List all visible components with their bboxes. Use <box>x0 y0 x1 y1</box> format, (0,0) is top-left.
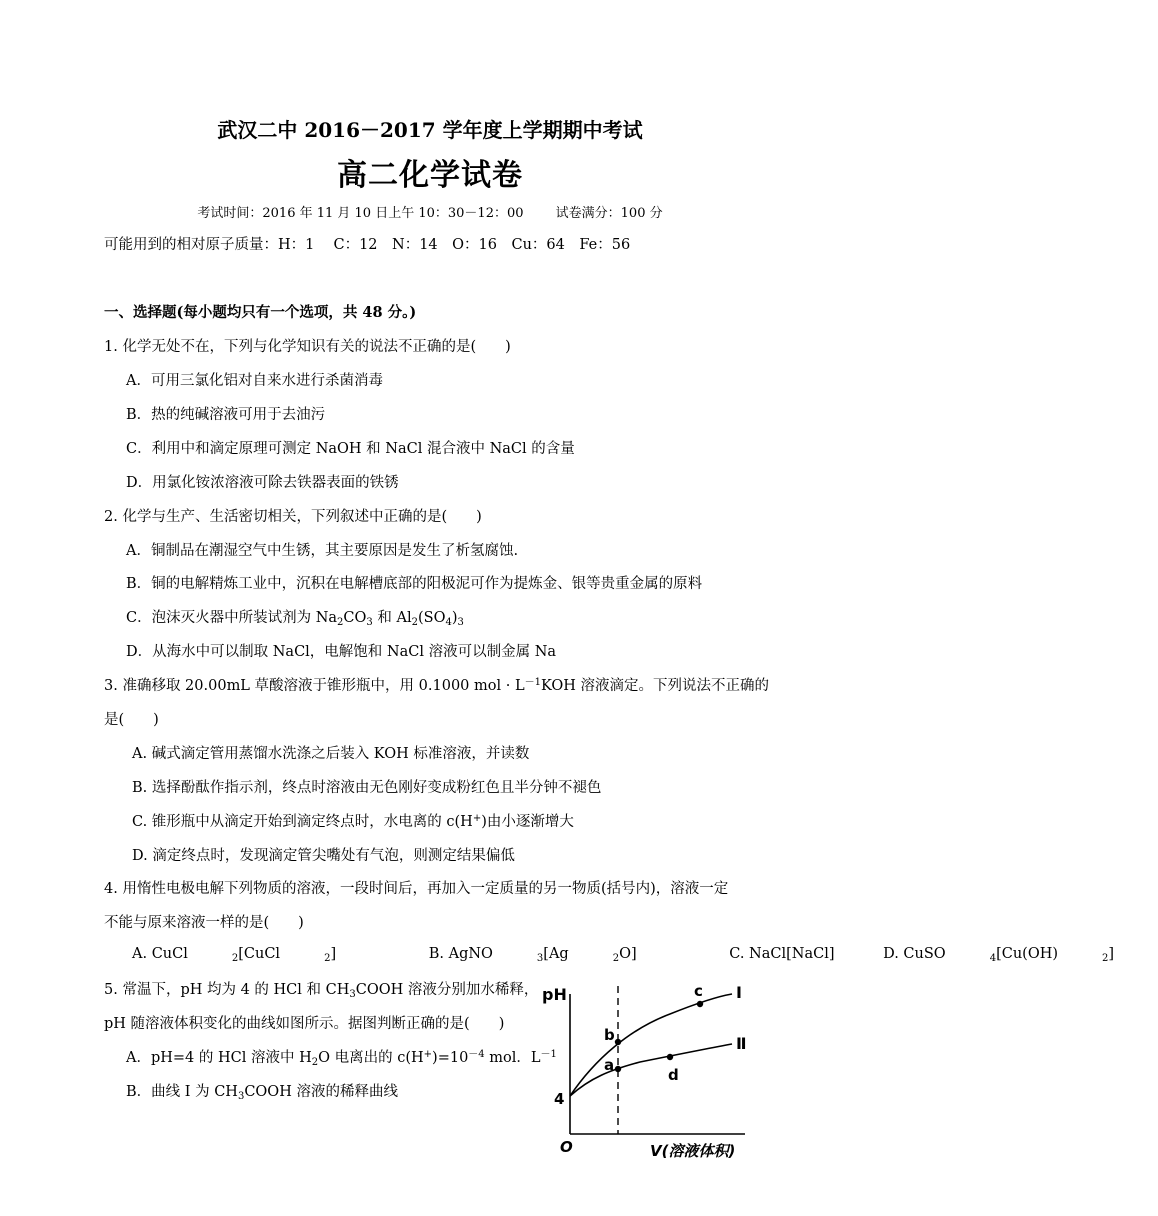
exam-time: 考试时间：2016 年 11 月 10 日上午 10：30－12：00 <box>197 206 524 221</box>
q1-option-d: D．用氯化铵浓溶液可除去铁器表面的铁锈 <box>126 475 399 491</box>
q3-option-d: D. 滴定终点时，发现滴定管尖嘴处有气泡，则测定结果偏低 <box>132 848 515 864</box>
q3-stem: 3. 准确移取 20.00mL 草酸溶液于锥形瓶中，用 0.1000 mol · $L^{-1}KOH$ 溶液滴定。下列说法不正确的 <box>104 677 770 694</box>
q2-option-a: A．铜制品在潮湿空气中生锈，其主要原因是发生了析氢腐蚀. <box>126 543 519 559</box>
curve-i <box>570 994 732 1096</box>
q4-option-b: B. AgNO $_3$[Ag $_2$O] <box>428 946 637 964</box>
curve-ii <box>570 1044 732 1096</box>
q5-option-b: B．曲线 I 为 $CH_3COOH$ 溶液的稀释曲线 <box>126 1084 398 1102</box>
point-d-dot <box>667 1054 673 1060</box>
y-value-label: 4 <box>554 1090 565 1108</box>
point-b-dot <box>615 1039 621 1045</box>
q4-option-a: A. CuCl $_2$[CuCl $_2$] <box>132 946 337 964</box>
y-axis-label: pH <box>542 985 567 1004</box>
atomic-masses: 可能用到的相对原子质量：H：1 C：12 N：14 O：16 Cu：64 Fe：56 <box>104 237 631 253</box>
q4-stem: 4. 用惰性电极电解下列物质的溶液，一段时间后，再加入一定质量的另一物质(括号内)，溶液一定 <box>104 881 729 897</box>
x-axis-label: V(溶液体积) <box>650 1142 736 1160</box>
q4-option-d: D. CuSO $_4$[Cu(OH) $_2$] <box>883 946 1115 964</box>
q4-options <box>132 944 1158 964</box>
q2-option-c: C．泡沫灭火器中所装试剂为 $Na_2CO_3$ 和 $Al_2(SO_4)_3$ <box>126 610 464 628</box>
q1-stem: 1. 化学无处不在，下列与化学知识有关的说法不正确的是( ) <box>104 339 511 355</box>
q2-option-d: D．从海水中可以制取 NaCl，电解饱和 NaCl 溶液可以制金属 Na <box>126 644 557 660</box>
curve-i-label: Ⅰ <box>736 983 742 1002</box>
exam-title: 武汉二中 2016－2017 学年度上学期期中考试 <box>217 118 643 142</box>
point-c-dot <box>697 1001 703 1007</box>
full-score: 试卷满分：100 分 <box>555 206 663 221</box>
q3-option-a: A. 碱式滴定管用蒸馏水洗涤之后装入 KOH 标准溶液，并读数 <box>132 746 530 762</box>
q1-option-b: B．热的纯碱溶液可用于去油污 <box>126 407 326 423</box>
q3-stem-cont: 是( ) <box>104 712 159 728</box>
q2-stem: 2. 化学与生产、生活密切相关，下列叙述中正确的是( ) <box>104 509 482 525</box>
q4-option-c: C. NaCl[NaCl] <box>729 946 835 962</box>
curve-ii-label: Ⅱ <box>736 1034 747 1053</box>
point-a-label: a <box>604 1056 615 1074</box>
q5-option-a: A．pH=4 的 HCl 溶液中 $H_2O$ 电离出的 $c(H^+)=10^{-4}$ mol．$L^{-1}$ <box>126 1049 557 1068</box>
point-d-label: d <box>668 1066 679 1084</box>
q5-stem-cont: pH 随溶液体积变化的曲线如图所示。据图判断正确的是( ) <box>104 1016 505 1032</box>
ph-dilution-graph <box>540 974 770 1164</box>
q5-stem: 5. 常温下，pH 均为 4 的 HCl 和 $CH_3COOH$ 溶液分别加水稀释， <box>104 982 539 1000</box>
q2-option-b: B．铜的电解精炼工业中，沉积在电解槽底部的阳极泥可作为提炼金、银等贵重金属的原料 <box>126 576 703 592</box>
q3-option-c: C. 锥形瓶中从滴定开始到滴定终点时，水电离的 c(H+)由小逐渐增大 <box>132 813 574 830</box>
origin-label: O <box>560 1138 573 1156</box>
point-a-dot <box>615 1066 621 1072</box>
q1-option-a: A．可用三氯化铝对自来水进行杀菌消毒 <box>126 373 383 389</box>
q4-stem-cont: 不能与原来溶液一样的是( ) <box>104 915 304 931</box>
section-heading: 一、选择题(每小题均只有一个选项，共 48 分。) <box>104 304 417 321</box>
point-c-label: c <box>694 982 703 1000</box>
q1-option-c: C．利用中和滴定原理可测定 NaOH 和 NaCl 混合液中 NaCl 的含量 <box>126 441 575 457</box>
exam-meta <box>0 202 860 221</box>
point-b-label: b <box>604 1026 615 1044</box>
q3-option-b: B. 选择酚酞作指示剂，终点时溶液由无色刚好变成粉红色且半分钟不褪色 <box>132 780 602 796</box>
paper-subtitle: 高二化学试卷 <box>337 158 523 193</box>
